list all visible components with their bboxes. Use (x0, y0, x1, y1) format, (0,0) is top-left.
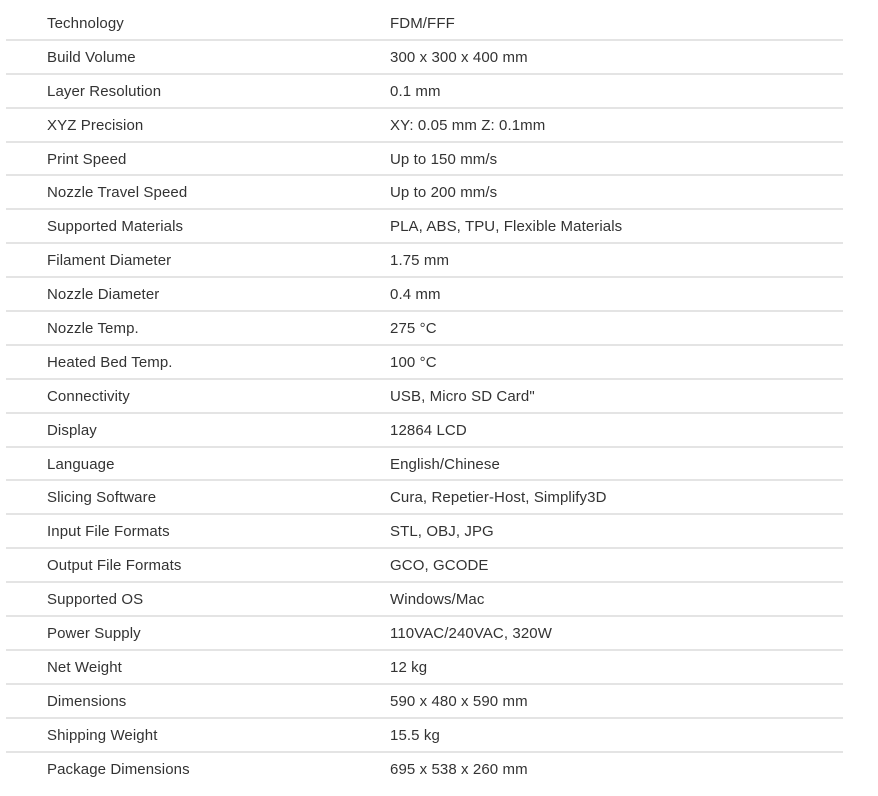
spec-row-nozzle-diameter (6, 278, 843, 312)
spec-row-net-weight (6, 651, 843, 685)
spec-value: FDM/FFF (390, 15, 455, 32)
spec-label: Print Speed (47, 150, 127, 168)
spec-value: 0.1 mm (390, 82, 441, 100)
spec-value: 0.4 mm (390, 286, 441, 304)
spec-row-slicing-software (6, 481, 843, 515)
spec-table (6, 7, 843, 784)
spec-row-display (6, 414, 843, 448)
spec-label: Filament Diameter (47, 252, 172, 270)
spec-value: Up to 200 mm/s (390, 184, 498, 202)
spec-row-supported-os (6, 583, 843, 617)
spec-label: Package Dimensions (47, 760, 190, 778)
spec-row-connectivity (6, 380, 843, 414)
spec-label: Nozzle Travel Speed (47, 184, 188, 202)
spec-label: Nozzle Diameter (47, 286, 160, 304)
spec-row-print-speed (6, 143, 843, 177)
spec-label: Nozzle Temp. (47, 320, 139, 338)
spec-value: 590 x 480 x 590 mm (390, 692, 528, 710)
spec-row-build-volume (6, 41, 843, 75)
spec-row-xyz-precision (6, 109, 843, 143)
spec-label: Language (47, 455, 115, 473)
spec-value: 100 °C (390, 353, 437, 371)
spec-row-language (6, 448, 843, 482)
spec-value: USB, Micro SD Card" (390, 387, 535, 405)
spec-label: Build Volume (47, 48, 136, 66)
spec-row-filament-diameter (6, 244, 843, 278)
spec-label: XYZ Precision (47, 116, 144, 134)
spec-value: 300 x 300 x 400 mm (390, 48, 528, 66)
spec-row-output-file-formats (6, 549, 843, 583)
spec-value: GCO, GCODE (390, 557, 489, 575)
spec-label: Output File Formats (47, 557, 182, 575)
spec-value: 15.5 kg (390, 726, 440, 744)
spec-row-package-dimensions (6, 753, 843, 785)
spec-label: Net Weight (47, 658, 122, 676)
spec-value: 275 °C (390, 320, 437, 338)
spec-value: 110VAC/240VAC, 320W (390, 625, 552, 643)
spec-value: Cura, Repetier-Host, Simplify3D (390, 489, 607, 507)
spec-label: Layer Resolution (47, 82, 162, 100)
spec-row-layer-resolution (6, 75, 843, 109)
spec-label: Display (47, 421, 97, 439)
spec-value: XY: 0.05 mm Z: 0.1mm (390, 116, 546, 134)
spec-value: Windows/Mac (390, 591, 485, 609)
spec-label: Input File Formats (47, 523, 170, 541)
spec-value: Up to 150 mm/s (390, 150, 498, 168)
spec-row-nozzle-travel-speed (6, 176, 843, 210)
spec-row-input-file-formats (6, 515, 843, 549)
spec-value: 695 x 538 x 260 mm (390, 760, 528, 778)
spec-row-power-supply (6, 617, 843, 651)
spec-label: Supported OS (47, 591, 144, 609)
spec-value: STL, OBJ, JPG (390, 523, 494, 541)
spec-label: Connectivity (47, 387, 130, 405)
spec-label: Supported Materials (47, 218, 184, 236)
spec-value: PLA, ABS, TPU, Flexible Materials (390, 218, 623, 236)
spec-value: English/Chinese (390, 455, 500, 473)
spec-value: 12864 LCD (390, 421, 467, 439)
spec-label: Dimensions (47, 692, 127, 710)
spec-row-dimensions (6, 685, 843, 719)
spec-label: Heated Bed Temp. (47, 353, 173, 371)
spec-value: 1.75 mm (390, 252, 450, 270)
spec-label: Shipping Weight (47, 726, 158, 744)
spec-label: Power Supply (47, 625, 141, 643)
spec-row-technology (6, 7, 843, 41)
spec-row-nozzle-temp (6, 312, 843, 346)
spec-row-heated-bed-temp (6, 346, 843, 380)
spec-row-shipping-weight (6, 719, 843, 753)
spec-row-supported-materials (6, 210, 843, 244)
spec-label: Technology (47, 15, 124, 32)
spec-label: Slicing Software (47, 489, 157, 507)
spec-value: 12 kg (390, 658, 428, 676)
